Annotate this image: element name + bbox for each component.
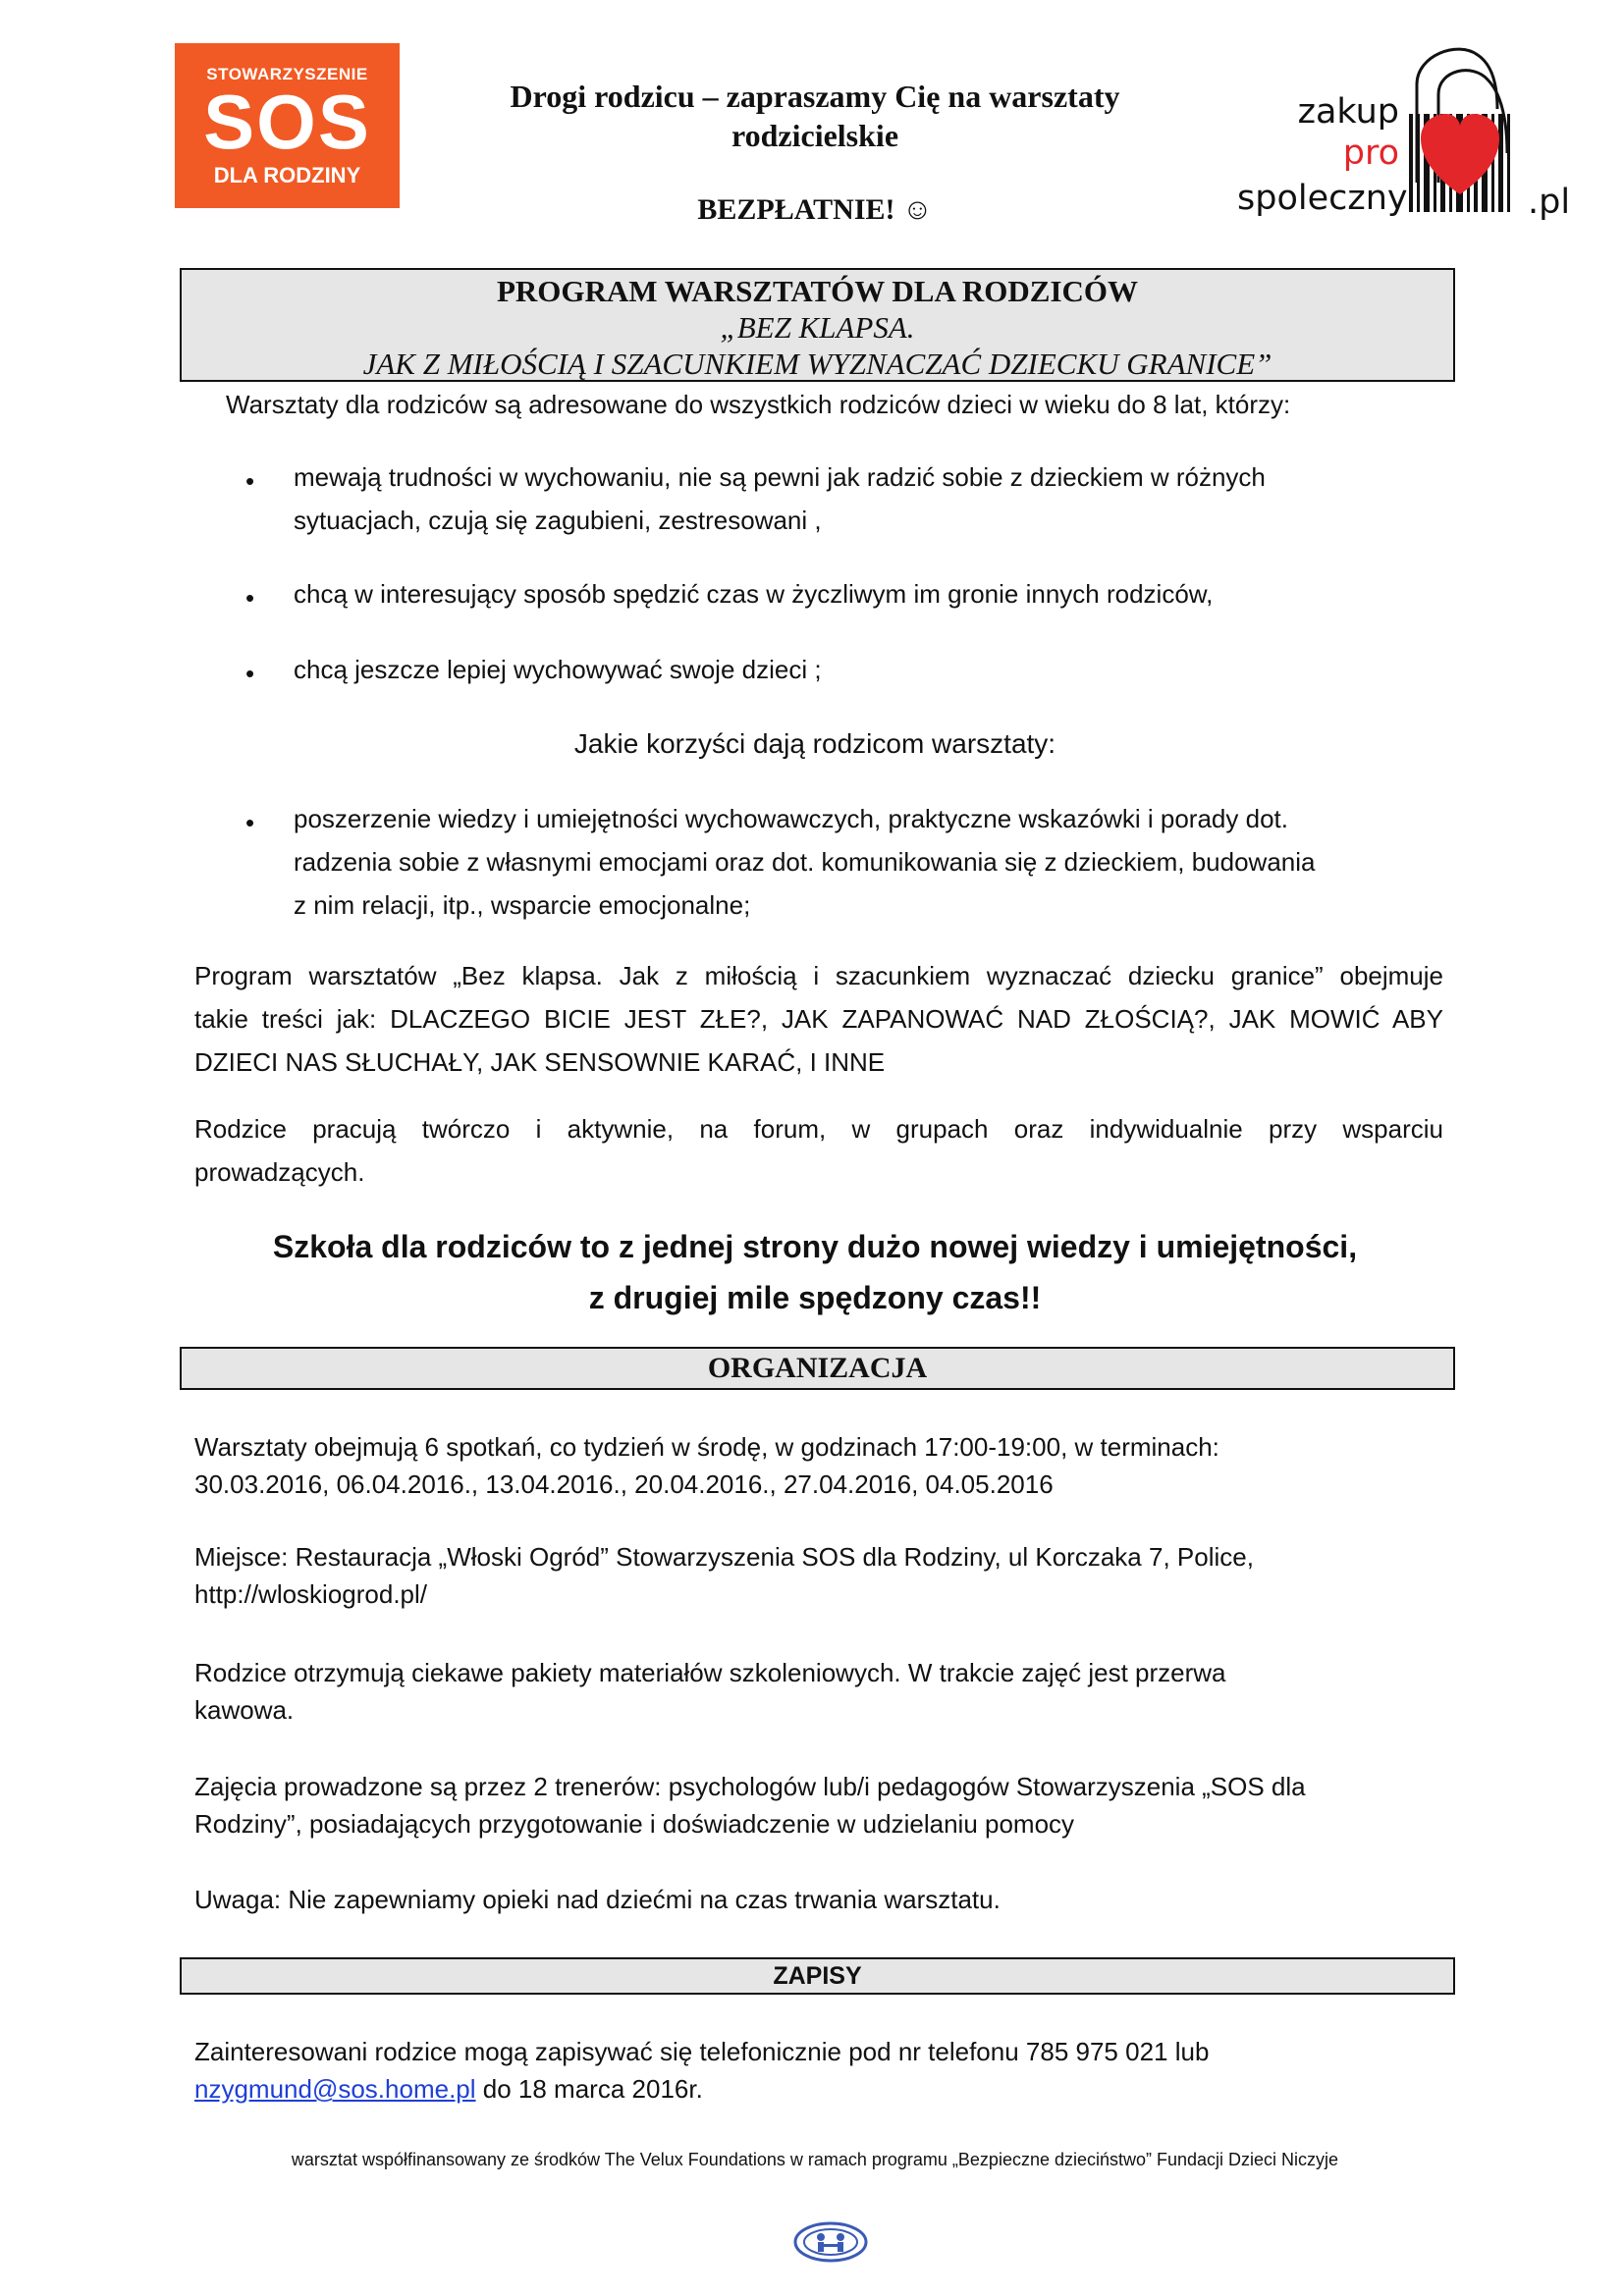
benefits-item	[294, 797, 1442, 927]
materials-line1: Rodzice otrzymują ciekawe pakiety materiałów szkoleniowych. W trakcie zajęć jest przerwa	[194, 1658, 1226, 1687]
program-content-line1: Program warsztatów „Bez klapsa. Jak z miłością i szacunkiem wyznaczać dziecku granice” obejmuje	[194, 961, 1443, 990]
zakup-logo-word3: spoleczny	[1237, 179, 1408, 218]
intro-text: Warsztaty dla rodziców są adresowane do wszystkich rodziców dzieci w wieku do 8 lat, którzy:	[226, 390, 1291, 419]
zapisy-paragraph	[194, 2033, 1443, 2108]
zapisy-heading: ZAPISY	[180, 1957, 1455, 1995]
zapisy-line1: Zainteresowani rodzice mogą zapisywać się telefonicznie pod nr telefonu 785 975 021 lub	[194, 2037, 1210, 2066]
slogan-line2: z drugiej mile spędzony czas!!	[588, 1280, 1042, 1315]
work-line2: prowadzących.	[194, 1157, 365, 1187]
program-content-line2: takie treści jak: DLACZEGO BICIE JEST ZŁE?, JAK ZAPANOWAĆ NAD ZŁOŚCIĄ?, JAK MOWIĆ ABY	[194, 1004, 1443, 1034]
zakup-logo-word2: pro	[1342, 133, 1399, 173]
benefits-heading: Jakie korzyści dają rodzicom warsztaty:	[573, 728, 1056, 759]
fundacja-dzieci-niczyje-logo-icon	[791, 2220, 870, 2264]
schedule-line2: 30.03.2016, 06.04.2016., 13.04.2016., 20.04.2016., 27.04.2016, 04.05.2016	[194, 1469, 1054, 1499]
program-title-line2: „BEZ KLAPSA.	[720, 310, 915, 345]
zakup-logo-domain: .pl	[1528, 183, 1571, 222]
program-title-line1: PROGRAM WARSZTATÓW DLA RODZICÓW	[496, 274, 1139, 308]
barcode-bag-heart-icon	[1399, 35, 1546, 232]
free-label: BEZPŁATNIE! ☺	[697, 193, 933, 226]
place-paragraph	[194, 1538, 1443, 1613]
who-item-1-line1: mewają trudności w wychowaniu, nie są pewni jak radzić sobie z dzieckiem w różnych	[294, 462, 1266, 492]
bullet-icon: •	[245, 659, 255, 688]
place-url: http://wloskiogrod.pl/	[194, 1579, 428, 1609]
slogan-line1: Szkoła dla rodziców to z jednej strony dużo nowej wiedzy i umiejętności,	[272, 1229, 1358, 1264]
zapisy-deadline: do 18 marca 2016r.	[475, 2074, 703, 2104]
program-content-line3: DZIECI NAS SŁUCHAŁY, JAK SENSOWNIE KARAĆ, I INNE	[194, 1047, 886, 1077]
program-title-line3: JAK Z MIŁOŚCIĄ I SZACUNKIEM WYZNACZAĆ DZIECKU GRANICE”	[362, 347, 1272, 381]
materials-paragraph	[194, 1654, 1443, 1729]
schedule-line1: Warsztaty obejmują 6 spotkań, co tydzień w środę, w godzinach 17:00-19:00, w terminach:	[194, 1432, 1219, 1462]
bullet-icon: •	[245, 808, 255, 837]
sos-logo-bottom: DLA RODZINY	[213, 163, 361, 187]
note-text: Uwaga: Nie zapewniamy opieki nad dziećmi na czas trwania warsztatu.	[194, 1885, 1001, 1914]
bullet-icon: •	[245, 466, 255, 496]
zapisy-line2	[194, 2070, 1443, 2108]
header-title-line1: Drogi rodzicu – zapraszamy Cię na warsztaty	[510, 79, 1120, 114]
program-content-paragraph	[194, 954, 1443, 1084]
zakup-pro-spoleczny-logo	[1237, 35, 1571, 232]
who-item-3: chcą jeszcze lepiej wychowywać swoje dzieci ;	[294, 655, 822, 684]
bullet-icon: •	[245, 583, 255, 613]
who-item-1	[294, 455, 1433, 542]
benefits-line1: poszerzenie wiedzy i umiejętności wychowawczych, praktyczne wskazówki i porady dot.	[294, 804, 1288, 833]
sos-logo	[175, 43, 400, 208]
benefits-line3: z nim relacji, itp., wsparcie emocjonalne;	[294, 890, 751, 920]
trainers-line2: Rodziny”, posiadających przygotowanie i doświadczenie w udzielaniu pomocy	[194, 1809, 1075, 1839]
zakup-logo-word1: zakup	[1297, 92, 1399, 132]
place-line1: Miejsce: Restauracja „Włoski Ogród” Stowarzyszenia SOS dla Rodziny, ul Korczaka 7, Police,	[194, 1542, 1254, 1572]
slogan	[177, 1221, 1453, 1323]
materials-line2: kawowa.	[194, 1695, 295, 1725]
header-title	[432, 77, 1198, 155]
header-title-line2: rodzicielskie	[731, 118, 899, 153]
benefits-line2: radzenia sobie z własnymi emocjami oraz dot. komunikowania się z dzieckiem, budowania	[294, 847, 1316, 877]
email-link[interactable]: nzygmund@sos.home.pl	[194, 2074, 476, 2104]
trainers-paragraph	[194, 1768, 1443, 1842]
organizacja-heading: ORGANIZACJA	[180, 1347, 1455, 1390]
work-line1: Rodzice pracują twórczo i aktywnie, na forum, w grupach oraz indywidualnie przy wsparciu	[194, 1114, 1443, 1144]
footer-funding-note: warsztat współfinansowany ze środków The Velux Foundations w ramach programu „Bezpieczne dzieciństwo” Fundacji Dzieci Niczyje	[291, 2150, 1339, 2169]
work-paragraph	[194, 1107, 1443, 1194]
program-title-box	[180, 268, 1455, 382]
who-item-2: chcą w interesujący sposób spędzić czas w życzliwym im gronie innych rodziców,	[294, 579, 1214, 609]
who-item-1-line2: sytuacjach, czują się zagubieni, zestresowani ,	[294, 506, 822, 535]
schedule-paragraph	[194, 1428, 1443, 1503]
sos-logo-top: STOWARZYSZENIE	[206, 65, 368, 83]
trainers-line1: Zajęcia prowadzone są przez 2 trenerów: psychologów lub/i pedagogów Stowarzyszenia „SOS dla	[194, 1772, 1306, 1801]
sos-logo-main: SOS	[203, 79, 371, 165]
